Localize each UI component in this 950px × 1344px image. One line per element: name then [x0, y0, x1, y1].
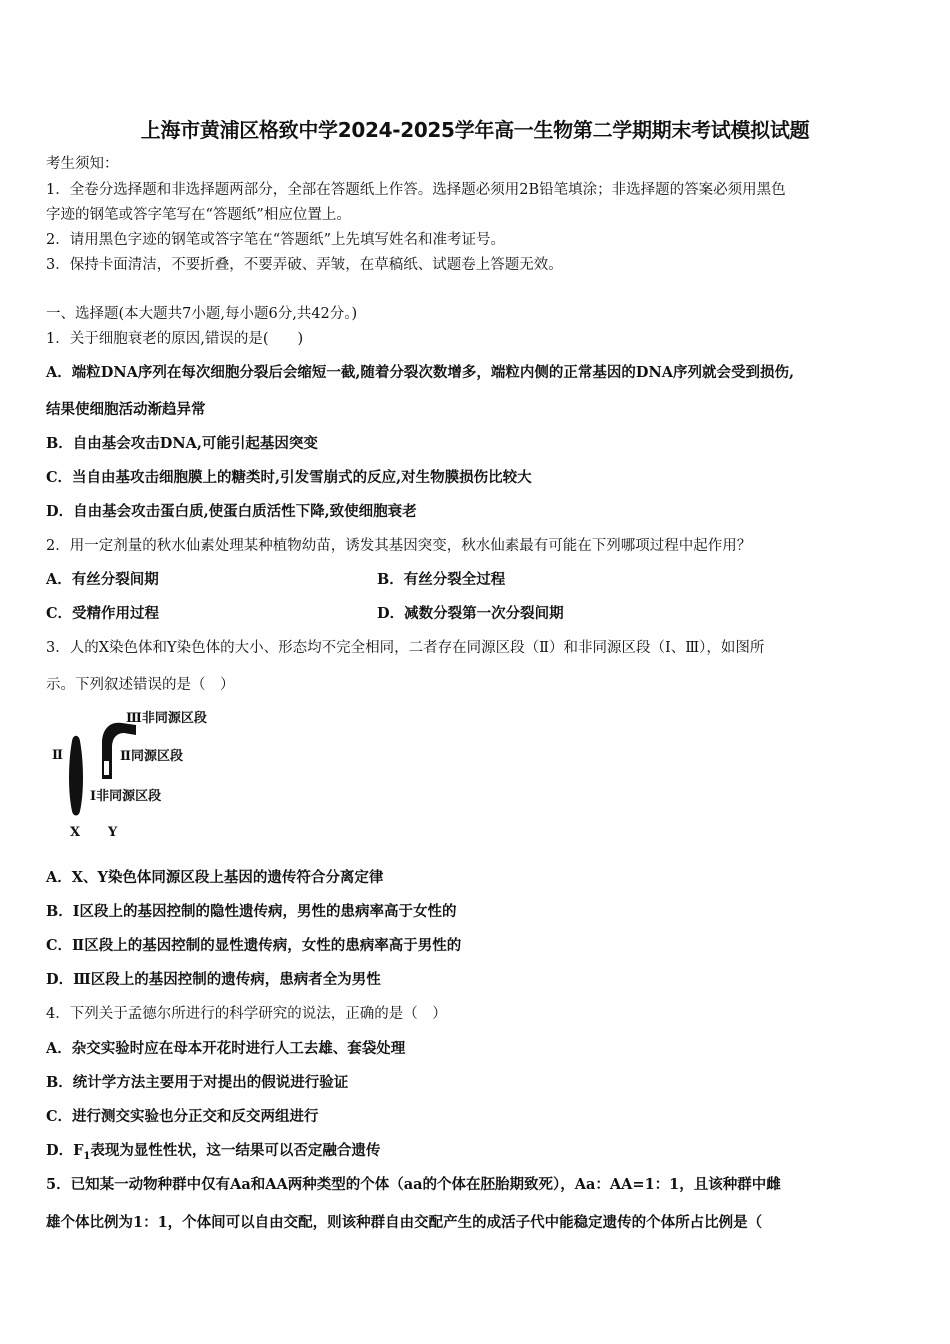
q1-option-b: B．自由基会攻击DNA,可能引起基因突变 — [46, 435, 318, 452]
q3-option-b: B．Ⅰ区段上的基因控制的隐性遗传病，男性的患病率高于女性的 — [46, 903, 457, 920]
label-y-chromosome: Y — [108, 825, 118, 840]
notice-item-1-cont: 字迹的钢笔或答字笔写在“答题纸”相应位置上。 — [46, 207, 351, 223]
q4-option-d-subscript: 1 — [83, 1150, 91, 1162]
page-title: 上海市黄浦区格致中学2024-2025学年高一生物第二学期期末考试模拟试题 — [140, 118, 810, 142]
q2-option-c: C．受精作用过程 — [46, 605, 160, 622]
q3-option-d: D．Ⅲ区段上的基因控制的遗传病，患病者全为男性 — [46, 971, 381, 988]
q4-option-d — [46, 1139, 380, 1162]
q4-option-d-prefix: D．F — [46, 1142, 84, 1159]
q5-stem: 5．已知某一动物种群中仅有Aa和AA两种类型的个体（aa的个体在胚胎期致死），Aa：AA=1：1，且该种群中雌 — [46, 1176, 781, 1193]
q3-stem: 3．人的X染色体和Y染色体的大小、形态均不完全相同，二者存在同源区段（Ⅱ）和非同源区段（Ⅰ、Ⅲ），如图所 — [46, 640, 765, 656]
q4-stem: 4．下列关于孟德尔所进行的科学研究的说法，正确的是（ ） — [46, 1006, 447, 1022]
q4-option-d-text: 表现为显性性状，这一结果可以否定融合遗传 — [90, 1142, 381, 1159]
label-region-i: Ⅰ非同源区段 — [90, 789, 162, 804]
q4-option-c: C．进行测交实验也分正交和反交两组进行 — [46, 1108, 319, 1125]
q1-option-a-cont: 结果使细胞活动渐趋异常 — [46, 401, 206, 418]
q5-stem-cont: 雄个体比例为1：1，个体间可以自由交配，则该种群自由交配产生的成活子代中能稳定遗传的个体所占比例是（ — [46, 1214, 763, 1231]
q1-stem — [46, 327, 303, 348]
label-x-chromosome: X — [70, 825, 81, 840]
xy-chromosome-diagram — [48, 703, 238, 845]
q3-stem-cont: 示。下列叙述错误的是（ ） — [46, 677, 235, 693]
section-heading: 一、选择题(本大题共7小题,每小题6分,共42分。) — [46, 306, 358, 322]
label-left-ii: Ⅱ — [52, 748, 63, 763]
q4-option-a: A．杂交实验时应在母本开花时进行人工去雄、套袋处理 — [46, 1040, 406, 1057]
notice-item-2: 2．请用黑色字迹的钢笔或答字笔在“答题纸”上先填写姓名和准考证号。 — [46, 232, 506, 248]
q2-option-d: D．减数分裂第一次分裂间期 — [377, 605, 564, 622]
label-region-iii: Ⅲ非同源区段 — [126, 711, 207, 726]
q1-option-d: D．自由基会攻击蛋白质,使蛋白质活性下降,致使细胞衰老 — [46, 503, 417, 520]
notice-item-1: 1．全卷分选择题和非选择题两部分，全部在答题纸上作答。选择题必须用2B铅笔填涂；非选择题的答案必须用黑色 — [46, 182, 786, 198]
q1-option-c: C．当自由基攻击细胞膜上的糖类时,引发雪崩式的反应,对生物膜损伤比较大 — [46, 469, 532, 486]
q1-stem-text: 1．关于细胞衰老的原因,错误的是( ) — [46, 331, 304, 347]
label-region-ii: Ⅱ同源区段 — [120, 749, 183, 764]
q2-option-b: B．有丝分裂全过程 — [377, 571, 506, 588]
q3-option-a: A．X、Y染色体同源区段上基因的遗传符合分离定律 — [46, 869, 384, 886]
q1-option-a: A．端粒DNA序列在每次细胞分裂后会缩短一截,随着分裂次数增多，端粒内侧的正常基因的DNA序列就会受到损伤, — [46, 364, 794, 381]
q4-option-b: B．统计学方法主要用于对提出的假说进行验证 — [46, 1074, 349, 1091]
q2-stem: 2．用一定剂量的秋水仙素处理某种植物幼苗，诱发其基因突变，秋水仙素最有可能在下列哪项过程中起作用？ — [46, 538, 752, 554]
q3-option-c: C．Ⅱ区段上的基因控制的显性遗传病，女性的患病率高于男性的 — [46, 937, 462, 954]
q2-option-a: A．有丝分裂间期 — [46, 571, 159, 588]
notice-heading: 考生须知： — [46, 156, 119, 172]
notice-item-3: 3．保持卡面清洁，不要折叠，不要弄破、弄皱，在草稿纸、试题卷上答题无效。 — [46, 257, 563, 273]
